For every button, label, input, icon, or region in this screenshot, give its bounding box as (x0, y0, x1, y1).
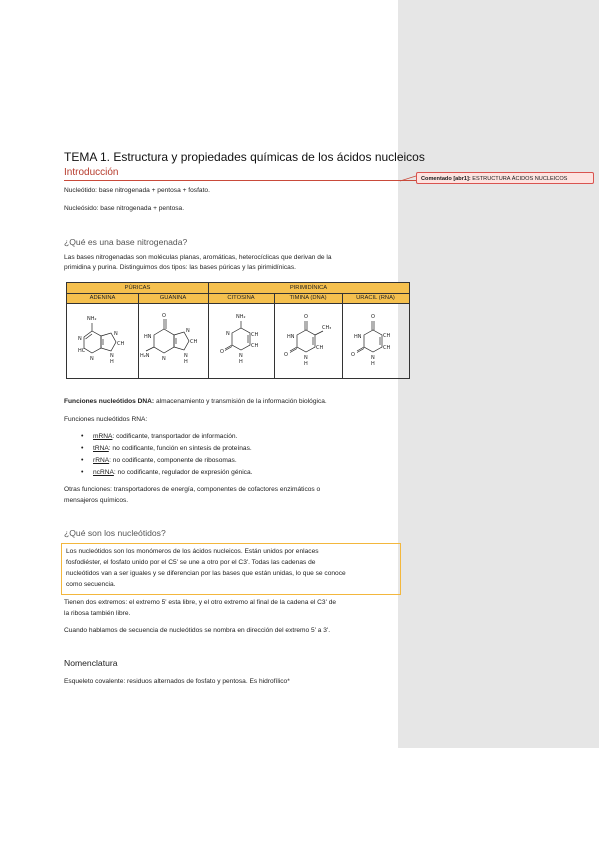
svg-text:O: O (220, 349, 224, 355)
uracil-structure-icon (344, 305, 407, 378)
svg-text:O: O (371, 314, 375, 320)
comment-label: Comentado [abr1]: (421, 176, 471, 182)
page-gap (0, 748, 599, 848)
rna-term: mRNA (93, 433, 113, 440)
rna-term: rRNA (93, 457, 110, 464)
svg-text:O: O (304, 314, 308, 320)
svg-text:N: N (90, 356, 94, 362)
list-item (81, 455, 252, 467)
definition-line-2: fosfodiéster, el fosfato unido por el C5' se une a otro por el C3'. Todas las cadenas de (66, 559, 316, 566)
section-heading-nomenclature: Nomenclatura (64, 658, 118, 668)
svg-text:H₂N: H₂N (140, 353, 150, 359)
comment-margin-pane (398, 0, 599, 748)
rna-desc: : no codificante, función en síntesis de proteínas. (108, 445, 252, 452)
table-col-timina: TIMINA (DNA) (274, 294, 342, 304)
intro-heading[interactable]: Introducción (64, 167, 119, 178)
svg-text:N: N (304, 355, 308, 361)
svg-text:CH: CH (383, 333, 391, 339)
dna-functions (64, 397, 327, 406)
table-col-guanina: GUANINA (138, 294, 208, 304)
sequence-line: Cuando hablamos de secuencia de nucleótidos se nombra en dirección del extremo 5' a 3'. (64, 627, 331, 634)
svg-text:O: O (284, 352, 288, 358)
rna-desc: : codificante, transportador de información. (112, 433, 238, 440)
table-col-uracil: URACIL (RNA) (342, 294, 409, 304)
svg-text:O: O (351, 352, 355, 358)
list-item (81, 431, 252, 443)
dna-functions-text: almacenamiento y transmisión de la información biológica. (154, 398, 327, 405)
svg-text:N: N (114, 331, 118, 337)
ends-line-1: Tienen dos extremos: el extremo 5' esta libre, y el otro extremo al final de la cadena el C3' de (64, 599, 337, 606)
table-group-puricas: PÚRICAS (67, 283, 208, 294)
svg-text:H: H (304, 361, 308, 367)
intro-line-2: Nucleósido: base nitrogenada + pentosa. (64, 205, 185, 212)
rna-term: tRNA (93, 445, 109, 452)
comment-box[interactable] (416, 172, 594, 184)
section-heading-bases: ¿Qué es una base nitrogenada? (64, 237, 188, 247)
dna-functions-label: Funciones nucleótidos DNA: (64, 398, 155, 405)
definition-line-3: nucleótidos van a ser iguales y se diferencian por las bases que están unidas, lo que se conoce (66, 570, 346, 577)
table-group-pirimidinica: PIRIMIDÍNICA (208, 283, 409, 294)
guanine-structure-icon (140, 305, 206, 378)
bases-table (66, 282, 410, 379)
rna-desc: : no codificante, componente de ribosomas. (109, 457, 237, 464)
comment-text: ESTRUCTURA ÁCIDOS NUCLEICOS (472, 176, 568, 182)
svg-text:H: H (184, 359, 188, 365)
svg-text:HN: HN (144, 334, 152, 340)
svg-text:NH₂: NH₂ (236, 314, 246, 320)
list-item (81, 443, 252, 455)
svg-text:N: N (186, 328, 190, 334)
svg-text:CH: CH (190, 339, 198, 345)
section-heading-nucleotides: ¿Qué son los nucleótidos? (64, 528, 166, 538)
bases-paragraph-line-1: Las bases nitrogenadas son moléculas planas, aromáticas, heterocíclicas que derivan de la (64, 254, 332, 261)
svg-text:N: N (184, 353, 188, 359)
document-title: TEMA 1. Estructura y propiedades químicas de los ácidos nucleicos (64, 150, 425, 164)
definition-line-4: como secuencia. (66, 581, 116, 588)
svg-text:CH: CH (117, 341, 125, 347)
list-item (81, 467, 252, 479)
cytosine-structure-icon (210, 305, 272, 378)
svg-text:N: N (239, 353, 243, 359)
svg-text:CH: CH (251, 332, 259, 338)
svg-text:CH₃: CH₃ (322, 325, 332, 331)
rna-functions-list (81, 431, 252, 479)
svg-text:H: H (371, 361, 375, 367)
svg-text:N: N (78, 336, 82, 342)
rna-desc: : no codificante, regulador de expresión génica. (113, 469, 253, 476)
svg-text:O: O (162, 313, 166, 319)
rna-functions-label: Funciones nucleótidos RNA: (64, 416, 148, 423)
svg-text:HN: HN (354, 334, 362, 340)
svg-text:CH: CH (383, 345, 391, 351)
svg-text:NH₂: NH₂ (87, 316, 97, 322)
bases-paragraph-line-2: primidina y purina. Distinguimos dos tipos: las bases púricas y las pirimidínicas. (64, 264, 296, 271)
ends-line-2: la ribosa también libre. (64, 610, 131, 617)
svg-text:CH: CH (316, 345, 324, 351)
intro-line-1: Nucleótido: base nitrogenada + pentosa + fosfato. (64, 187, 210, 194)
svg-text:N: N (162, 356, 166, 362)
adenine-structure-icon (70, 305, 136, 378)
svg-text:N: N (371, 355, 375, 361)
svg-text:H: H (239, 359, 243, 365)
svg-text:N: N (226, 331, 230, 337)
comment-anchor-line (64, 180, 416, 181)
other-functions-line-1: Otras funciones: transportadores de energía, componentes de cofactores enzimáticos o (64, 486, 321, 493)
definition-line-1: Los nucleótidos son los monómeros de los ácidos nucleicos. Están unidos por enlaces (66, 548, 319, 555)
svg-text:CH: CH (251, 343, 259, 349)
table-col-adenina: ADENINA (67, 294, 138, 304)
svg-text:N: N (110, 353, 114, 359)
svg-text:HC: HC (78, 348, 86, 354)
table-col-citosina: CITOSINA (208, 294, 274, 304)
rna-term: ncRNA (93, 469, 114, 476)
nomenclature-text: Esqueleto covalente: residuos alternados de fosfato y pentosa. Es hidrofílico* (64, 678, 290, 685)
other-functions-line-2: mensajeros químicos. (64, 497, 129, 504)
svg-text:H: H (110, 359, 114, 365)
thymine-structure-icon (277, 305, 340, 378)
svg-text:HN: HN (287, 334, 295, 340)
